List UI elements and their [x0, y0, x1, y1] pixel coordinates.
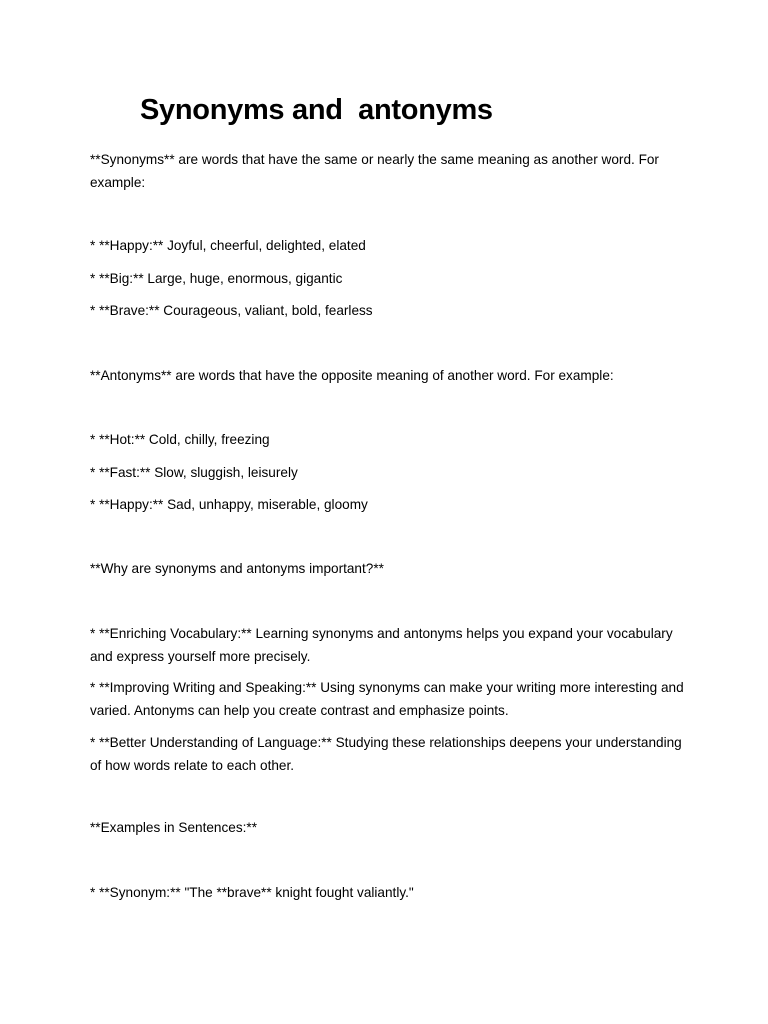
antonyms-intro: **Antonyms** are words that have the opposite meaning of another word. For example:: [90, 368, 614, 383]
synonym-example-happy: * **Happy:** Joyful, cheerful, delighted, elated: [90, 238, 366, 253]
synonyms-intro: **Synonyms** are words that have the same or nearly the same meaning as another word. For example:: [90, 152, 663, 190]
antonym-example-fast: * **Fast:** Slow, sluggish, leisurely: [90, 465, 298, 480]
synonym-example-big: * **Big:** Large, huge, enormous, gigantic: [90, 271, 343, 286]
importance-point-vocabulary: * **Enriching Vocabulary:** Learning synonyms and antonyms helps you expand your vocabulary and express yourself more precisely.: [90, 626, 677, 664]
importance-point-understanding: * **Better Understanding of Language:** Studying these relationships deepens your understanding of how words relate to each other.: [90, 735, 686, 773]
sentence-example-synonym: * **Synonym:** "The **brave** knight fought valiantly.": [90, 885, 414, 900]
importance-point-writing: * **Improving Writing and Speaking:** Using synonyms can make your writing more interesting and varied. Antonyms can help you create contrast and emphasize points.: [90, 680, 688, 718]
synonym-example-brave: * **Brave:** Courageous, valiant, bold, fearless: [90, 303, 373, 318]
antonym-example-happy: * **Happy:** Sad, unhappy, miserable, gloomy: [90, 497, 368, 512]
importance-heading: **Why are synonyms and antonyms important?**: [90, 561, 384, 576]
document-title: Synonyms and antonyms: [140, 94, 493, 126]
antonym-example-hot: * **Hot:** Cold, chilly, freezing: [90, 432, 270, 447]
examples-heading: **Examples in Sentences:**: [90, 820, 257, 835]
